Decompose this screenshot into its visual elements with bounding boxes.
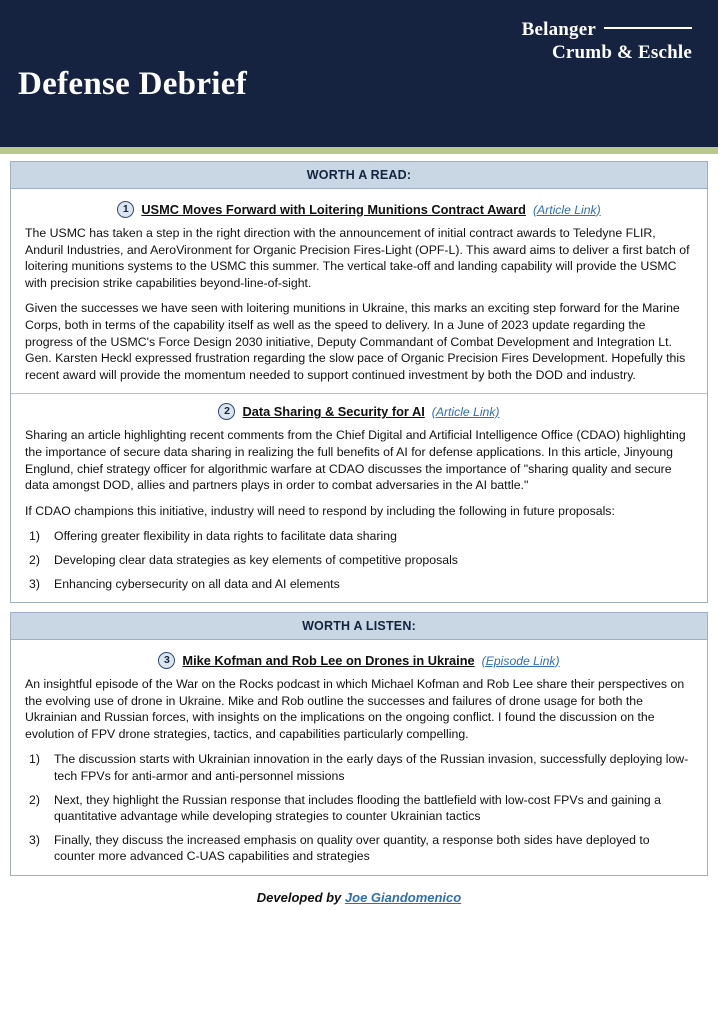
article-title-2: Data Sharing & Security for AI: [242, 404, 425, 420]
article-title-row-2: [25, 403, 693, 420]
article-link-1[interactable]: (Article Link): [532, 202, 601, 217]
section-body-worth-a-listen: [10, 640, 708, 876]
section-heading-worth-a-read: WORTH A READ:: [10, 161, 708, 189]
accent-bar: [0, 147, 718, 154]
list-item-text: Offering greater flexibility in data rights to facilitate data sharing: [54, 529, 397, 544]
page-body: [0, 154, 718, 905]
list-item-number: 1): [29, 529, 40, 544]
section-body-worth-a-read: [10, 189, 708, 603]
item-divider: [11, 393, 707, 394]
section-heading-worth-a-listen: WORTH A LISTEN:: [10, 612, 708, 640]
list-item: [25, 832, 693, 865]
article-number-badge-3: 3: [158, 652, 175, 669]
list-item: [25, 528, 693, 545]
article-title-row-1: [25, 201, 693, 218]
episode-link-3[interactable]: (Episode Link): [481, 653, 560, 668]
article-paragraph: Sharing an article highlighting recent comments from the Chief Digital and Artificial Intelligence Office (CDAO) highlighting the importance of secure data sharing in realizing the full benefits of AI for defense applications. In this article, Jinyoung Englund, chief strategy officer for algorithmic warfare at CDAO discusses the importance of "sharing quality and secure data amongst DOD, allies and partners plays in order to combat adversaries in the AI battle.": [25, 428, 686, 493]
list-item: [25, 552, 693, 569]
article-paragraph: If CDAO champions this initiative, industry will need to respond by including the following in future proposals:: [25, 503, 615, 518]
list-item-text: Finally, they discuss the increased emphasis on quality over quantity, a response both sides have deployed to counter more advanced C-UAS capabilities and strategies: [54, 832, 650, 864]
footer-prefix: Developed by: [256, 890, 345, 906]
list-item-text: Next, they highlight the Russian response that includes flooding the battlefield with low-cost FPVs and gaining a quantitative advantage while developing strategies to counter Ukrainian tactics: [54, 792, 662, 824]
footer: [10, 890, 708, 905]
article-paragraph: An insightful episode of the War on the Rocks podcast in which Michael Kofman and Rob Lee share their perspectives on the evolving use of drone in Ukraine. Mike and Rob outline the successes and failures of drone usage for both the Ukrainian and Russian forces, with insights on the implications on the ongoing conflict. I found the discussion on the evolution of FPV drone strategies, tactics, and capabilities particularly compelling.: [25, 677, 685, 741]
list-item-text: The discussion starts with Ukrainian innovation in the early days of the Russian invasion, successfully deploying low-tech FPVs for anti-armor and anti-personnel missions: [54, 752, 689, 784]
article-number-badge-1: 1: [117, 201, 134, 218]
list-item: [25, 792, 693, 825]
list-item: [25, 751, 693, 784]
footer-author-link[interactable]: Joe Giandomenico: [344, 890, 462, 906]
article-paragraph: Given the successes we have seen with loitering munitions in Ukraine, this marks an exciting step forward for the Marine Corps, both in terms of the capability itself as well as the speed to delivery. In a June of 2023 update regarding the progress of the USMC's Force Design 2030 initiative, Deputy Commandant of Combat Development and Integration Lt. Gen. Karsten Heckl expressed frustration regarding the slow pace of Organic Precision Fires Development. Hopefully this recent award will provide the momentum needed to support continued investment by both the DOD and industry.: [25, 301, 686, 382]
article-title-row-3: [25, 652, 693, 669]
brand-line-2: Crumb & Eschle: [551, 42, 692, 63]
list-item-number: 2): [29, 792, 40, 807]
page-header: [0, 0, 718, 147]
section-spacer: [10, 603, 708, 612]
page-title: Defense Debrief: [18, 66, 247, 102]
list-item-number: 2): [29, 552, 40, 567]
company-brand: [522, 18, 692, 64]
list-item-text: Enhancing cybersecurity on all data and AI elements: [54, 576, 340, 591]
article-title-3: Mike Kofman and Rob Lee on Drones in Ukraine: [182, 653, 475, 669]
list-item-text: Developing clear data strategies as key elements of competitive proposals: [54, 552, 458, 567]
brand-rule: [604, 27, 692, 29]
article-list-3: [25, 751, 693, 865]
list-item: [25, 576, 693, 593]
list-item-number: 3): [29, 832, 40, 847]
article-number-badge-2: 2: [218, 403, 235, 420]
brand-line-1: [522, 18, 692, 41]
article-paragraph: The USMC has taken a step in the right direction with the announcement of initial contract awards to Teledyne FLIR, Anduril Industries, and AeroVironment for Organic Precision Fires-Light (OPF-L). This award aims to deliver a first batch of loitering munitions systems to the USMC this summer. The vertical take-off and landing capability will provide the USMC with precision strike capabilities beyond-line-of-sight.: [25, 226, 690, 290]
article-link-2[interactable]: (Article Link): [431, 404, 500, 419]
article-title-1: USMC Moves Forward with Loitering Munitions Contract Award: [141, 202, 526, 217]
article-list-2: [25, 528, 693, 592]
list-item-number: 3): [29, 576, 40, 591]
brand-line-1-text: Belanger: [521, 19, 596, 40]
list-item-number: 1): [29, 752, 40, 767]
